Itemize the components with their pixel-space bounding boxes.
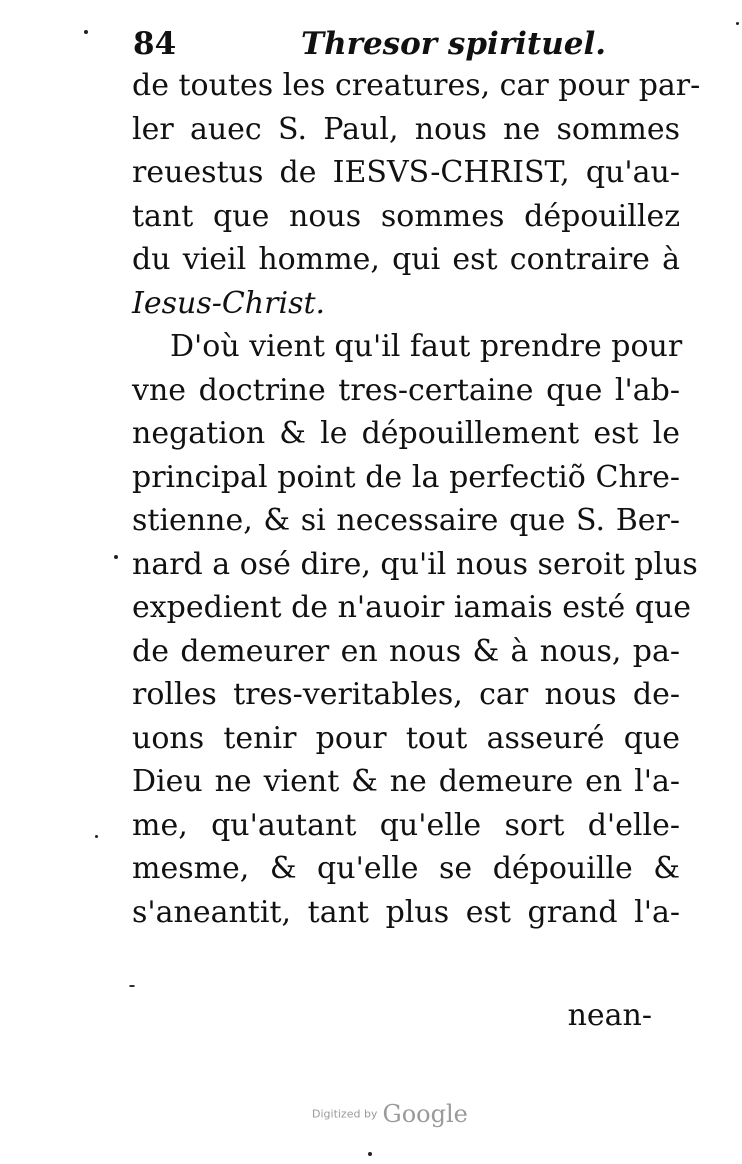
text-line: de demeurer en nous & à nous, pa- [132, 633, 680, 669]
text-line: Iesus-Christ. [132, 285, 326, 321]
text-line: negation & le dépouillement est le [132, 416, 680, 451]
text-line: nard a osé dire, qu'il nous seroit plus [132, 546, 698, 582]
text-line: principal point de la perfectiõ Chre- [132, 459, 680, 495]
scan-speck [114, 555, 118, 559]
text-line: reuestus de IESVS-CHRIST, qu'au- [132, 155, 680, 190]
body-text [132, 64, 701, 934]
text-line: de toutes les creatures, car pour par- [132, 68, 701, 103]
scan-speck [736, 22, 739, 25]
text-line: Dieu ne vient & ne demeure en l'a- [132, 764, 680, 799]
text-line: ler auec S. Paul, nous ne sommes [132, 111, 680, 147]
text-line: stienne, & si necessaire que S. Ber- [132, 503, 680, 538]
scan-speck [129, 985, 135, 987]
running-title: Thresor spirituel. [301, 26, 607, 62]
text-line: expedient de n'auoir iamais esté que [132, 590, 692, 625]
text-line: du vieil homme, qui est contraire à [132, 242, 680, 277]
scan-speck [84, 30, 88, 34]
page-header [133, 22, 693, 66]
page-number: 84 [133, 26, 177, 62]
google-logo-text: Google [382, 1100, 468, 1128]
scan-speck [95, 835, 98, 838]
catchword: nean- [567, 998, 652, 1033]
text-line: mesme, & qu'elle se dépouille & [132, 851, 680, 886]
digitization-watermark [312, 1100, 468, 1128]
digitized-by-text: Digitized by [312, 1107, 378, 1121]
text-line: s'aneantit, tant plus est grand l'a- [132, 894, 680, 930]
scan-speck [368, 1152, 372, 1156]
text-line: me, qu'autant qu'elle sort d'elle- [132, 807, 680, 843]
text-line: uons tenir pour tout asseuré que [132, 720, 680, 756]
text-line: rolles tres-veritables, car nous de- [132, 677, 680, 712]
text-line: tant que nous sommes dépouillez [132, 198, 680, 234]
text-line: vne doctrine tres-certaine que l'ab- [132, 372, 680, 408]
paragraph-start-line: D'où vient qu'il faut prendre pour [170, 329, 683, 364]
